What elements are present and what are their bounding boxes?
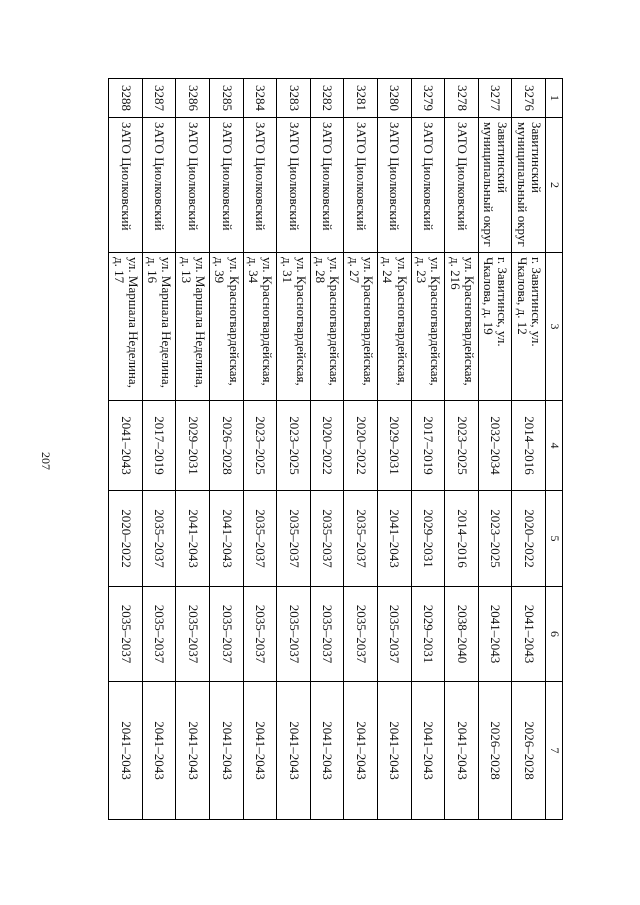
- column-number-cell: 7: [546, 682, 563, 820]
- address-cell: ул. Красногвардейская, д. 216: [445, 253, 479, 401]
- period-cell: 2017–2019: [411, 401, 445, 491]
- row-number-cell: 3284: [243, 79, 277, 118]
- period-cell: 2041–2043: [344, 682, 378, 820]
- municipality-cell: ЗАТО Циолковский: [310, 118, 344, 253]
- period-cell: 2041–2043: [277, 682, 311, 820]
- municipality-cell: ЗАТО Циолковский: [277, 118, 311, 253]
- period-cell: 2023–2025: [243, 401, 277, 491]
- period-cell: 2035–2037: [243, 491, 277, 587]
- period-cell: 2035–2037: [142, 491, 176, 587]
- period-cell: 2041–2043: [243, 682, 277, 820]
- page-number: 207: [39, 452, 53, 470]
- period-cell: 2035–2037: [176, 587, 210, 682]
- period-cell: 2041–2043: [378, 682, 412, 820]
- municipality-cell: ЗАТО Циолковский: [445, 118, 479, 253]
- table-row: [109, 79, 143, 820]
- row-number-cell: 3281: [344, 79, 378, 118]
- municipality-cell: Завитинский муниципальный округ: [512, 118, 546, 253]
- period-cell: 2041–2043: [176, 682, 210, 820]
- address-cell: ул. Красногвардейская, д. 28: [310, 253, 344, 401]
- period-cell: 2041–2043: [310, 682, 344, 820]
- period-cell: 2041–2043: [210, 491, 244, 587]
- period-cell: 2035–2037: [310, 587, 344, 682]
- period-cell: 2035–2037: [243, 587, 277, 682]
- period-cell: 2035–2037: [277, 491, 311, 587]
- period-cell: 2029–2031: [176, 401, 210, 491]
- period-cell: 2035–2037: [378, 587, 412, 682]
- column-number-cell: 4: [546, 401, 563, 491]
- municipality-cell: ЗАТО Циолковский: [378, 118, 412, 253]
- column-number-cell: 6: [546, 587, 563, 682]
- municipality-cell: ЗАТО Циолковский: [344, 118, 378, 253]
- period-cell: 2035–2037: [344, 587, 378, 682]
- row-number-cell: 3279: [411, 79, 445, 118]
- period-cell: 2029–2031: [411, 587, 445, 682]
- column-number-cell: 1: [546, 79, 563, 118]
- address-cell: ул. Маршала Неделина, д. 17: [109, 253, 143, 401]
- period-cell: 2029–2031: [378, 401, 412, 491]
- period-cell: 2032–2034: [478, 401, 512, 491]
- municipality-cell: ЗАТО Циолковский: [210, 118, 244, 253]
- address-cell: ул. Красногвардейская, д. 24: [378, 253, 412, 401]
- period-cell: 2041–2043: [109, 401, 143, 491]
- table-row: [478, 79, 512, 820]
- period-cell: 2020–2022: [109, 491, 143, 587]
- period-cell: 2020–2022: [512, 491, 546, 587]
- row-number-cell: 3280: [378, 79, 412, 118]
- column-number-cell: 2: [546, 118, 563, 253]
- period-cell: 2035–2037: [344, 491, 378, 587]
- municipality-cell: ЗАТО Циолковский: [411, 118, 445, 253]
- table-row: [243, 79, 277, 820]
- address-cell: ул. Красногвардейская, д. 39: [210, 253, 244, 401]
- row-number-cell: 3287: [142, 79, 176, 118]
- period-cell: 2023–2025: [478, 491, 512, 587]
- row-number-cell: 3278: [445, 79, 479, 118]
- period-cell: 2014–2016: [445, 491, 479, 587]
- period-cell: 2035–2037: [310, 491, 344, 587]
- period-cell: 2041–2043: [142, 682, 176, 820]
- period-cell: 2029–2031: [411, 491, 445, 587]
- period-cell: 2035–2037: [210, 587, 244, 682]
- municipality-cell: ЗАТО Циолковский: [176, 118, 210, 253]
- period-cell: 2041–2043: [445, 682, 479, 820]
- address-cell: ул. Красногвардейская, д. 34: [243, 253, 277, 401]
- row-number-cell: 3276: [512, 79, 546, 118]
- period-cell: 2041–2043: [512, 587, 546, 682]
- address-cell: ул. Маршала Неделина, д. 16: [142, 253, 176, 401]
- table-row: [344, 79, 378, 820]
- period-cell: 2041–2043: [478, 587, 512, 682]
- period-cell: 2026–2028: [512, 682, 546, 820]
- row-number-cell: 3283: [277, 79, 311, 118]
- period-cell: 2020–2022: [344, 401, 378, 491]
- period-cell: 2041–2043: [176, 491, 210, 587]
- register-table: [108, 78, 563, 820]
- address-cell: ул. Красногвардейская, д. 27: [344, 253, 378, 401]
- period-cell: 2014–2016: [512, 401, 546, 491]
- table-row: [512, 79, 546, 820]
- period-cell: 2020–2022: [310, 401, 344, 491]
- period-cell: 2026–2028: [210, 401, 244, 491]
- address-cell: ул. Маршала Неделина, д. 13: [176, 253, 210, 401]
- row-number-cell: 3286: [176, 79, 210, 118]
- table-row: [210, 79, 244, 820]
- address-cell: г. Завитинск, ул. Чкалова, д. 12: [512, 253, 546, 401]
- table-row: [176, 79, 210, 820]
- period-cell: 2023–2025: [445, 401, 479, 491]
- row-number-cell: 3282: [310, 79, 344, 118]
- municipality-cell: ЗАТО Циолковский: [109, 118, 143, 253]
- period-cell: 2035–2037: [109, 587, 143, 682]
- period-cell: 2023–2025: [277, 401, 311, 491]
- period-cell: 2041–2043: [411, 682, 445, 820]
- period-cell: 2041–2043: [378, 491, 412, 587]
- column-number-header-row: [546, 79, 563, 820]
- period-cell: 2038–2040: [445, 587, 479, 682]
- table-row: [411, 79, 445, 820]
- period-cell: 2017–2019: [142, 401, 176, 491]
- address-cell: ул. Красногвардейская, д. 23: [411, 253, 445, 401]
- table-row: [142, 79, 176, 820]
- municipality-cell: Завитинский муниципальный округ: [478, 118, 512, 253]
- row-number-cell: 3285: [210, 79, 244, 118]
- period-cell: 2041–2043: [109, 682, 143, 820]
- table-row: [310, 79, 344, 820]
- rotated-table-frame: [107, 78, 563, 819]
- table-row: [445, 79, 479, 820]
- row-number-cell: 3277: [478, 79, 512, 118]
- address-cell: ул. Красногвардейская, д. 31: [277, 253, 311, 401]
- period-cell: 2041–2043: [210, 682, 244, 820]
- municipality-cell: ЗАТО Циолковский: [142, 118, 176, 253]
- period-cell: 2026–2028: [478, 682, 512, 820]
- period-cell: 2035–2037: [277, 587, 311, 682]
- table-row: [378, 79, 412, 820]
- table-row: [277, 79, 311, 820]
- address-cell: г. Завитинск, ул. Чкалова, д. 19: [478, 253, 512, 401]
- row-number-cell: 3288: [109, 79, 143, 118]
- period-cell: 2035–2037: [142, 587, 176, 682]
- column-number-cell: 3: [546, 253, 563, 401]
- register-table-body: [109, 79, 563, 820]
- column-number-cell: 5: [546, 491, 563, 587]
- municipality-cell: ЗАТО Циолковский: [243, 118, 277, 253]
